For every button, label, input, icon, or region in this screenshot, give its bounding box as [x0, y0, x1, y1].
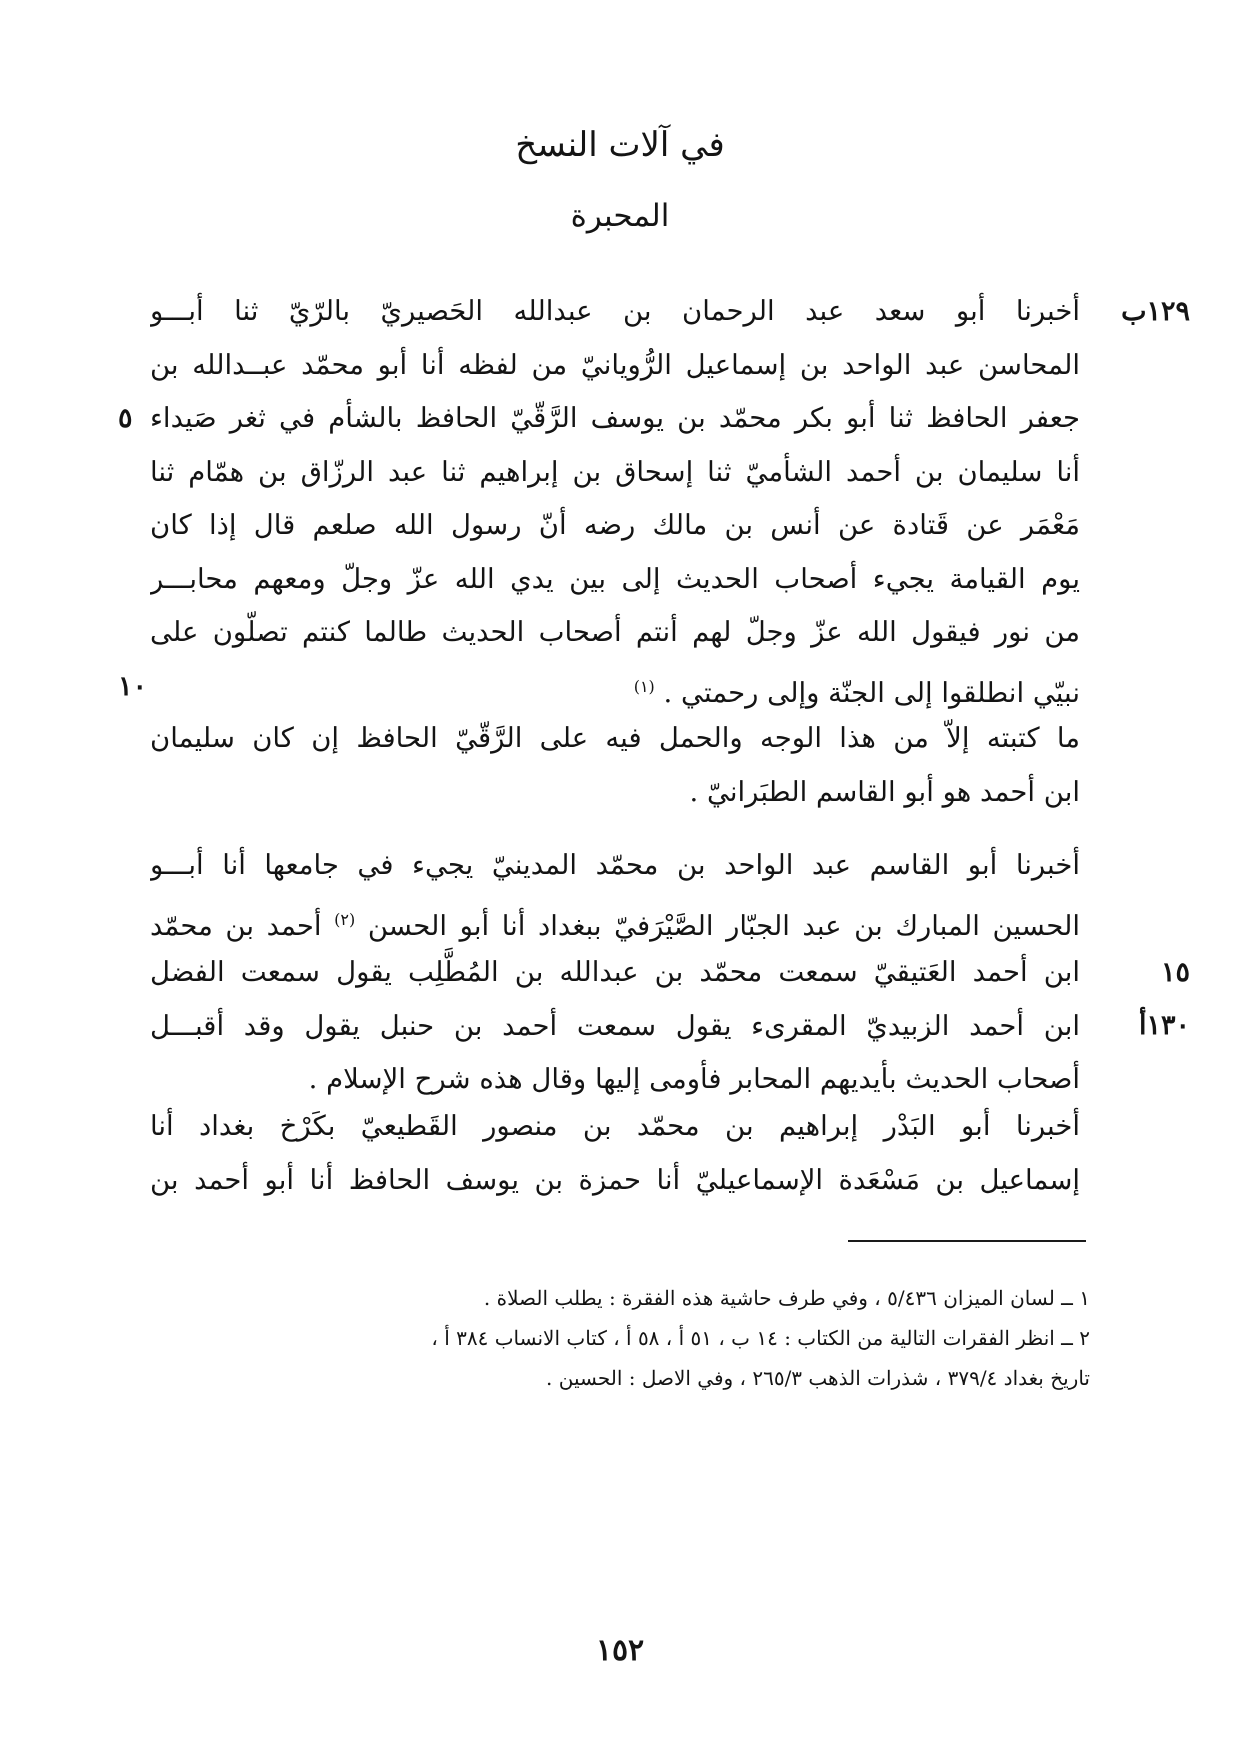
text-line: أخبرنا أبو سعد عبد الرحمان بن عبدالله الحَصيريّ بالرّيّ ثنا أبـــو — [150, 295, 1080, 327]
text-line: المحاسن عبد الواحد بن إسماعيل الرُّويانيّ من لفظه أنا أبو محمّد عبــدالله بن — [150, 348, 1080, 381]
text-line-content: الحسين المبارك بن عبد الجبّار الصَّيْرَفيّ ببغداد أنا أبو الحسن — [367, 909, 1080, 942]
text-line: أصحاب الحديث بأيديهم المحابر فأومى إليها وقال هذه شرح الإسلام . — [308, 1063, 1080, 1095]
section-title: المحبرة — [570, 198, 670, 234]
text-line: ابن أحمد الزبيديّ المقرىء يقول سمعت أحمد بن حنبل يقول وقد أقبـــل — [150, 1009, 1080, 1042]
text-line: أخبرنا أبو القاسم عبد الواحد بن محمّد المدينيّ يجيء في جامعها أنا أبـــو — [150, 849, 1080, 881]
text-line — [150, 660, 1080, 714]
text-line: ابن أحمد العَتيقيّ سمعت محمّد بن عبدالله بن المُطَّلِب يقول سمعت الفضل — [150, 956, 1080, 988]
text-line: يوم القيامة يجيء أصحاب الحديث إلى بين يدي الله عزّ وجلّ ومعهم محابـــر — [150, 562, 1080, 595]
line-number: ٥ — [118, 403, 133, 434]
page-number: ١٥٢ — [595, 1633, 645, 1668]
text-line-content: أحمد بن محمّد — [150, 909, 322, 942]
folio-marker: ١٢٩ب — [1121, 296, 1190, 327]
text-line: من نور فيقول الله عزّ وجلّ لهم أنتم أصحاب الحديث طالما كنتم تصلّون على — [150, 616, 1080, 648]
paragraph-3 — [150, 839, 1080, 1107]
footnote-divider — [848, 1240, 1086, 1242]
paragraph-2 — [150, 712, 1080, 819]
chapter-title: في آلات النسخ — [515, 125, 725, 165]
text-line — [150, 893, 1080, 947]
text-line: أخبرنا أبو البَدْر إبراهيم بن محمّد بن منصور القَطيعيّ بكَرْخ بغداد أنا — [150, 1110, 1080, 1142]
paragraph-1 — [150, 285, 1080, 713]
folio-marker: ١٣٠أ — [1138, 1010, 1190, 1041]
text-line-content: نبيّي انطلقوا إلى الجنّة وإلى رحمتي . — [663, 676, 1080, 709]
text-line: جعفر الحافظ ثنا أبو بكر محمّد بن يوسف الرَّقّيّ الحافظ بالشأم في ثغر صَيداء — [150, 402, 1080, 434]
text-line: ابن أحمد هو أبو القاسم الطبَرانيّ . — [689, 775, 1080, 808]
footnote-ref: (٢) — [334, 909, 356, 929]
line-number: ١٥ — [1160, 957, 1190, 988]
text-line: إسماعيل بن مَسْعَدة الإسماعيليّ أنا حمزة بن يوسف الحافظ أنا أبو أحمد بن — [150, 1163, 1080, 1196]
text-line: ما كتبته إلاّ من هذا الوجه والحمل فيه على الرَّقّيّ الحافظ إن كان سليمان — [150, 722, 1080, 754]
line-number: ١٠ — [118, 671, 148, 702]
footnote: تاريخ بغداد ٣٧٩/٤ ، شذرات الذهب ٢٦٥/٣ ، وفي الاصل : الحسين . — [546, 1366, 1090, 1390]
paragraph-4 — [150, 1100, 1080, 1207]
footnote: ٢ ــ انظر الفقرات التالية من الكتاب : ١٤ ب ، ٥١ أ ، ٥٨ أ ، كتاب الانساب ٣٨٤ أ ، — [431, 1326, 1090, 1350]
text-line: أنا سليمان بن أحمد الشأميّ ثنا إسحاق بن إبراهيم ثنا عبد الرزّاق بن همّام ثنا — [150, 455, 1080, 488]
footnote-ref: (١) — [633, 676, 655, 696]
text-line: مَعْمَر عن قَتادة عن أنس بن مالك رضه أنّ رسول الله صلعم قال إذا كان — [150, 509, 1080, 541]
footnote: ١ ــ لسان الميزان ٥/٤٣٦ ، وفي طرف حاشية هذه الفقرة : يطلب الصلاة . — [483, 1286, 1090, 1310]
